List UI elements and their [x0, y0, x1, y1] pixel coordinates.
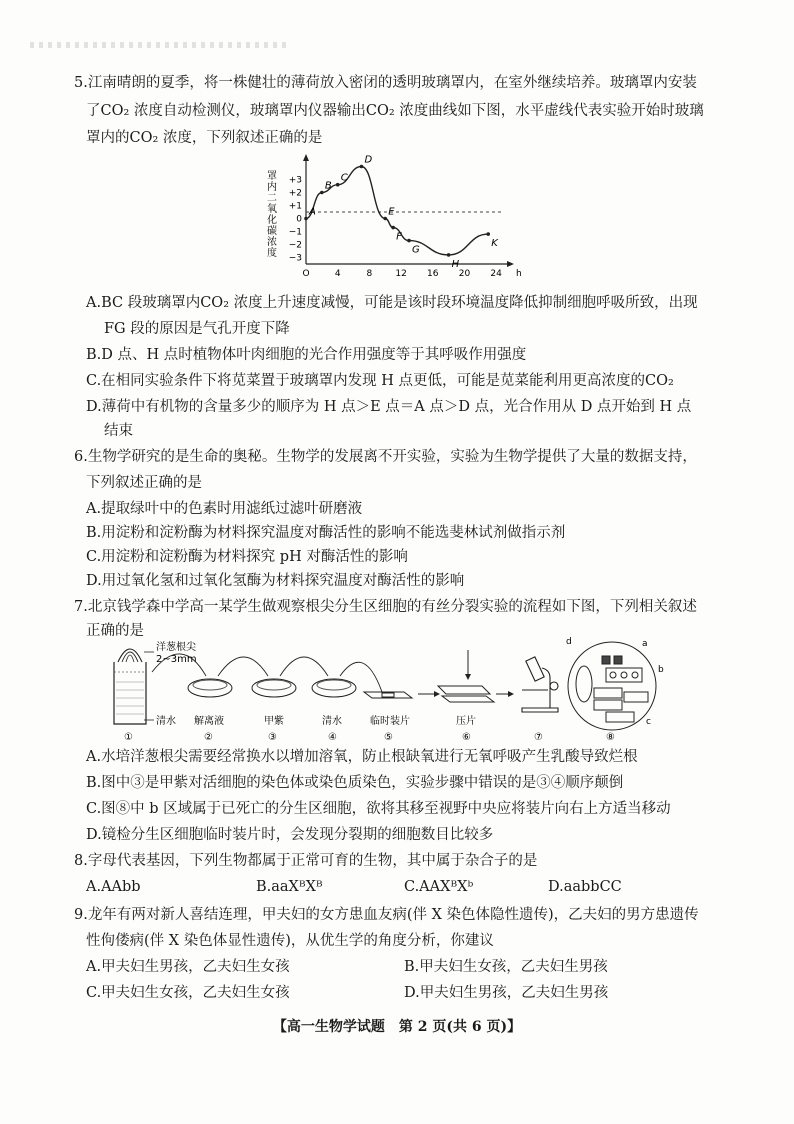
q9-stem-line2: 性佝偻病(伴 X 染色体显性遗传)，从优生学的角度分析，你建议 [86, 933, 494, 949]
q9-option-a: A.甲夫妇生男孩，乙夫妇生女孩 [86, 959, 290, 975]
q7-option-b: B.图中③是甲紫对活细胞的染色体或染色质染色，实验步骤中错误的是③④顺序颠倒 [86, 775, 624, 791]
microscope-view [568, 642, 656, 730]
curve-point [336, 183, 340, 187]
view-letter-a: a [642, 639, 648, 649]
q8-option-a: A.AAbb [86, 879, 141, 895]
y-tick-label: −2 [288, 240, 302, 251]
beaker-icon [114, 649, 154, 724]
chart-ylabel: 罩内二氧化碳浓度 [264, 170, 276, 258]
q5-stem-line3: 罩内的CO₂ 浓度，下列叙述正确的是 [86, 130, 323, 146]
point-label-f: F [396, 231, 402, 243]
step-8: ⑧ [606, 732, 615, 742]
label-temp-slide: 临时装片 [370, 716, 410, 727]
x-tick-label: 4 [334, 269, 341, 279]
dish-stain [252, 679, 296, 697]
q5-option-d-line2: 结束 [104, 423, 133, 439]
step-1: ① [124, 732, 133, 742]
arrow-arc-3 [280, 657, 328, 676]
point-label-d: D [364, 154, 373, 166]
q5-option-c: C.在相同实验条件下将苋菜置于玻璃罩内发现 H 点更低，可能是苋菜能利用更高浓度的CO₂ [86, 373, 674, 389]
y-tick-label: 0 [296, 214, 302, 225]
step-4: ④ [328, 732, 337, 742]
scan-artifact [30, 42, 290, 48]
curve-point [383, 217, 387, 221]
microscope-icon [522, 657, 558, 712]
label-press: 压片 [456, 716, 476, 727]
y-axis-arrow [303, 154, 309, 161]
point-label-a: A [309, 206, 316, 218]
label-stain: 甲紫 [264, 716, 284, 727]
q5-option-d-line1: D.薄荷中有机物的含量多少的顺序为 H 点＞E 点＝A 点＞D 点，光合作用从 D 点开始到 H 点 [86, 399, 692, 415]
label-dissociation: 解离液 [194, 716, 224, 727]
root-note-2: 2~3mm [156, 654, 197, 665]
q7-option-d: D.镜检分生区细胞临时装片时，会发现分裂期的细胞数目比较多 [86, 827, 494, 843]
curve-point [360, 165, 364, 169]
q5-stem-line2: 了CO₂ 浓度自动检测仪，玻璃罩内仪器输出CO₂ 浓度曲线如下图，水平虚线代表实验开始时玻璃 [86, 103, 704, 119]
q7-stem-line2: 正确的是 [86, 623, 144, 639]
q5-option-b: B.D 点、H 点时植物体叶肉细胞的光合作用强度等于其呼吸作用强度 [86, 347, 527, 363]
step-2: ② [204, 732, 213, 742]
slide-icon [364, 692, 412, 698]
press-icon [438, 650, 494, 702]
q5-stem-line1: 5.江南晴朗的夏季，将一株健壮的薄荷放入密闭的透明玻璃罩内，在室外继续培养。玻璃罩内安装 [74, 75, 697, 91]
point-label-b: B [324, 180, 332, 192]
point-label-e: E [388, 206, 395, 218]
q6-option-a: A.提取绿叶中的色素时用滤纸过滤叶研磨液 [86, 501, 363, 517]
q6-stem-line2: 下列叙述正确的是 [86, 475, 202, 491]
x-tick-label: 8 [366, 269, 373, 279]
label-water-2: 清水 [322, 716, 342, 727]
point-label-g: G [412, 244, 420, 256]
point-label-c: C [340, 172, 348, 184]
q9-stem-line1: 9.龙年有两对新人喜结连理，甲夫妇的女方患血友病(伴 X 染色体隐性遗传)，乙夫妇的男方患遗传 [74, 907, 699, 923]
curve-point [486, 232, 490, 236]
x-tick-label: 16 [427, 269, 439, 279]
q8-stem: 8.字母代表基因，下列生物都属于正常可育的生物，其中属于杂合子的是 [74, 853, 538, 869]
curve-point [304, 217, 308, 221]
point-label-h: H [451, 258, 460, 270]
curve-point [447, 253, 451, 257]
y-tick-label: +1 [288, 201, 302, 212]
x-tick-label: O [302, 269, 310, 279]
step-5: ⑤ [384, 732, 393, 742]
q8-option-c: C.AAXᴮXᵇ [404, 879, 474, 895]
page-footer: 【高一生物学试题 第 2 页(共 6 页)】 [272, 1019, 522, 1035]
x-axis-label: h [516, 269, 522, 279]
q5-option-a-line1: A.BC 段玻璃罩内CO₂ 浓度上升速度减慢，可能是该时段环境温度降低抑制细胞呼吸所致，出现 [86, 295, 698, 311]
y-tick-label: −1 [288, 227, 302, 238]
view-letter-b: b [658, 665, 664, 675]
arrow-arc-2 [218, 657, 268, 676]
q9-option-c: C.甲夫妇生女孩，乙夫妇生女孩 [86, 985, 290, 1001]
q7-stem-line1: 7.北京钱学森中学高一某学生做观察根尖分生区细胞的有丝分裂实验的流程如下图，下列相关叙述 [74, 599, 697, 615]
q6-option-c: C.用淀粉和淀粉酶为材料探究 pH 对酶活性的影响 [86, 549, 408, 565]
curve-point [320, 191, 324, 195]
q9-option-b: B.甲夫妇生女孩，乙夫妇生男孩 [404, 959, 608, 975]
q6-option-b: B.用淀粉和淀粉酶为材料探究温度对酶活性的影响不能选斐林试剂做指示剂 [86, 525, 566, 541]
dish-dissociation [188, 679, 232, 697]
arrow-arc-4 [340, 662, 382, 692]
q6-stem-line1: 6.生物学研究的是生命的奥秘。生物学的发展离不开实验，实验为生物学提供了大量的数据支持， [74, 449, 697, 465]
x-tick-label: 20 [458, 269, 471, 279]
y-tick-label: +2 [288, 188, 302, 199]
x-tick-labels [302, 269, 502, 279]
q8-option-b: B.aaXᴮXᴮ [256, 879, 323, 895]
x-tick-label: 24 [490, 269, 502, 279]
x-axis-arrow [507, 261, 514, 267]
co2-curve-chart [262, 152, 524, 280]
curve-point [391, 226, 395, 230]
step-6: ⑥ [462, 732, 471, 742]
y-tick-labels [289, 176, 303, 264]
mitosis-flow-diagram [106, 632, 666, 742]
y-tick-label: −3 [288, 253, 302, 264]
dish-rinse [312, 679, 356, 697]
step-3: ③ [268, 732, 277, 742]
step-7: ⑦ [534, 732, 543, 742]
point-label-k: K [491, 238, 498, 250]
curve-point [407, 239, 411, 243]
q5-option-a-line2: FG 段的原因是气孔开度下降 [104, 321, 290, 337]
q9-option-d: D.甲夫妇生男孩，乙夫妇生男孩 [404, 985, 609, 1001]
y-tick-label: +3 [288, 175, 302, 186]
label-water-1: 清水 [156, 716, 176, 727]
view-letter-c: c [646, 717, 651, 727]
root-note-1: 洋葱根尖 [156, 642, 196, 653]
x-tick-label: 12 [395, 269, 407, 279]
q7-option-a: A.水培洋葱根尖需要经常换水以增加溶氧，防止根缺氧进行无氧呼吸产生乳酸导致烂根 [86, 749, 638, 765]
q7-option-c: C.图⑧中 b 区域属于已死亡的分生区细胞，欲将其移至视野中央应将装片向右上方适当移动 [86, 801, 671, 817]
q8-option-d: D.aabbCC [548, 879, 622, 895]
q6-option-d: D.用过氧化氢和过氧化氢酶为材料探究温度对酶活性的影响 [86, 573, 465, 589]
view-letter-d: d [566, 637, 572, 647]
